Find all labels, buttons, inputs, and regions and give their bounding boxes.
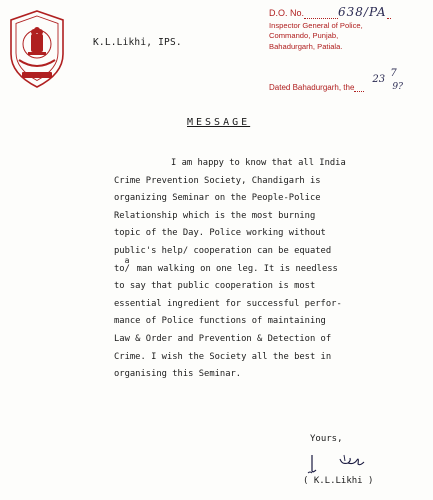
body-line: Crime. I wish the Society all the best in	[114, 351, 332, 362]
body-line: to say that public cooperation is most	[114, 281, 316, 292]
date-day: 23	[372, 74, 386, 85]
body-line: essential ingredient for successful perfor-	[114, 298, 342, 309]
body-line: Law & Order and Prevention & Detection of	[114, 333, 332, 344]
sender-name: K.L.Likhi, IPS.	[93, 37, 182, 48]
dotted-line	[354, 83, 364, 92]
body-line: Crime Prevention Society, Chandigarh is	[114, 175, 321, 186]
letterhead-line-1: Inspector General of Police,	[269, 20, 363, 30]
dated-label: Dated Bahadurgarh, the	[269, 83, 355, 92]
punjab-police-emblem-icon	[6, 8, 68, 90]
dotted-line	[387, 10, 391, 19]
body-line: public's help/ cooperation can be equated	[114, 245, 332, 256]
letterhead-line-2: Commando, Punjab,	[269, 31, 339, 40]
do-number-row	[269, 7, 391, 19]
do-label: D.O. No.	[269, 8, 305, 18]
body-line-with-insertion	[114, 255, 414, 279]
dated-row	[269, 68, 412, 92]
body-line: Relationship which is the most burning	[114, 210, 316, 221]
inserted-letter: a	[124, 255, 130, 265]
body-line: organizing Seminar on the People-Police	[114, 193, 321, 204]
date-month: 7	[390, 68, 397, 79]
body-line: organising this Seminar.	[114, 369, 242, 380]
letterhead	[269, 7, 391, 52]
date-year: 9?	[392, 82, 403, 92]
body-line: topic of the Day. Police working without	[114, 228, 326, 239]
insertion-caret: a /	[125, 261, 137, 279]
body-line-start: to	[114, 263, 125, 274]
handwritten-signature	[304, 451, 374, 477]
handwritten-date	[364, 68, 412, 92]
letter-body	[114, 155, 414, 384]
do-number: 638/PA	[338, 5, 387, 19]
closing: Yours,	[310, 434, 343, 444]
dotted-line	[304, 10, 338, 19]
body-line-rest: man walking on one leg. It is needless	[136, 263, 338, 274]
signature-name: ( K.L.Likhi )	[303, 476, 374, 486]
letterhead-line-3: Bahadurgarh, Patiala.	[269, 41, 343, 51]
body-line: mance of Police functions of maintaining	[114, 316, 326, 327]
letter-title: MESSAGE	[187, 117, 251, 128]
body-line: I am happy to know that all India	[171, 158, 346, 168]
